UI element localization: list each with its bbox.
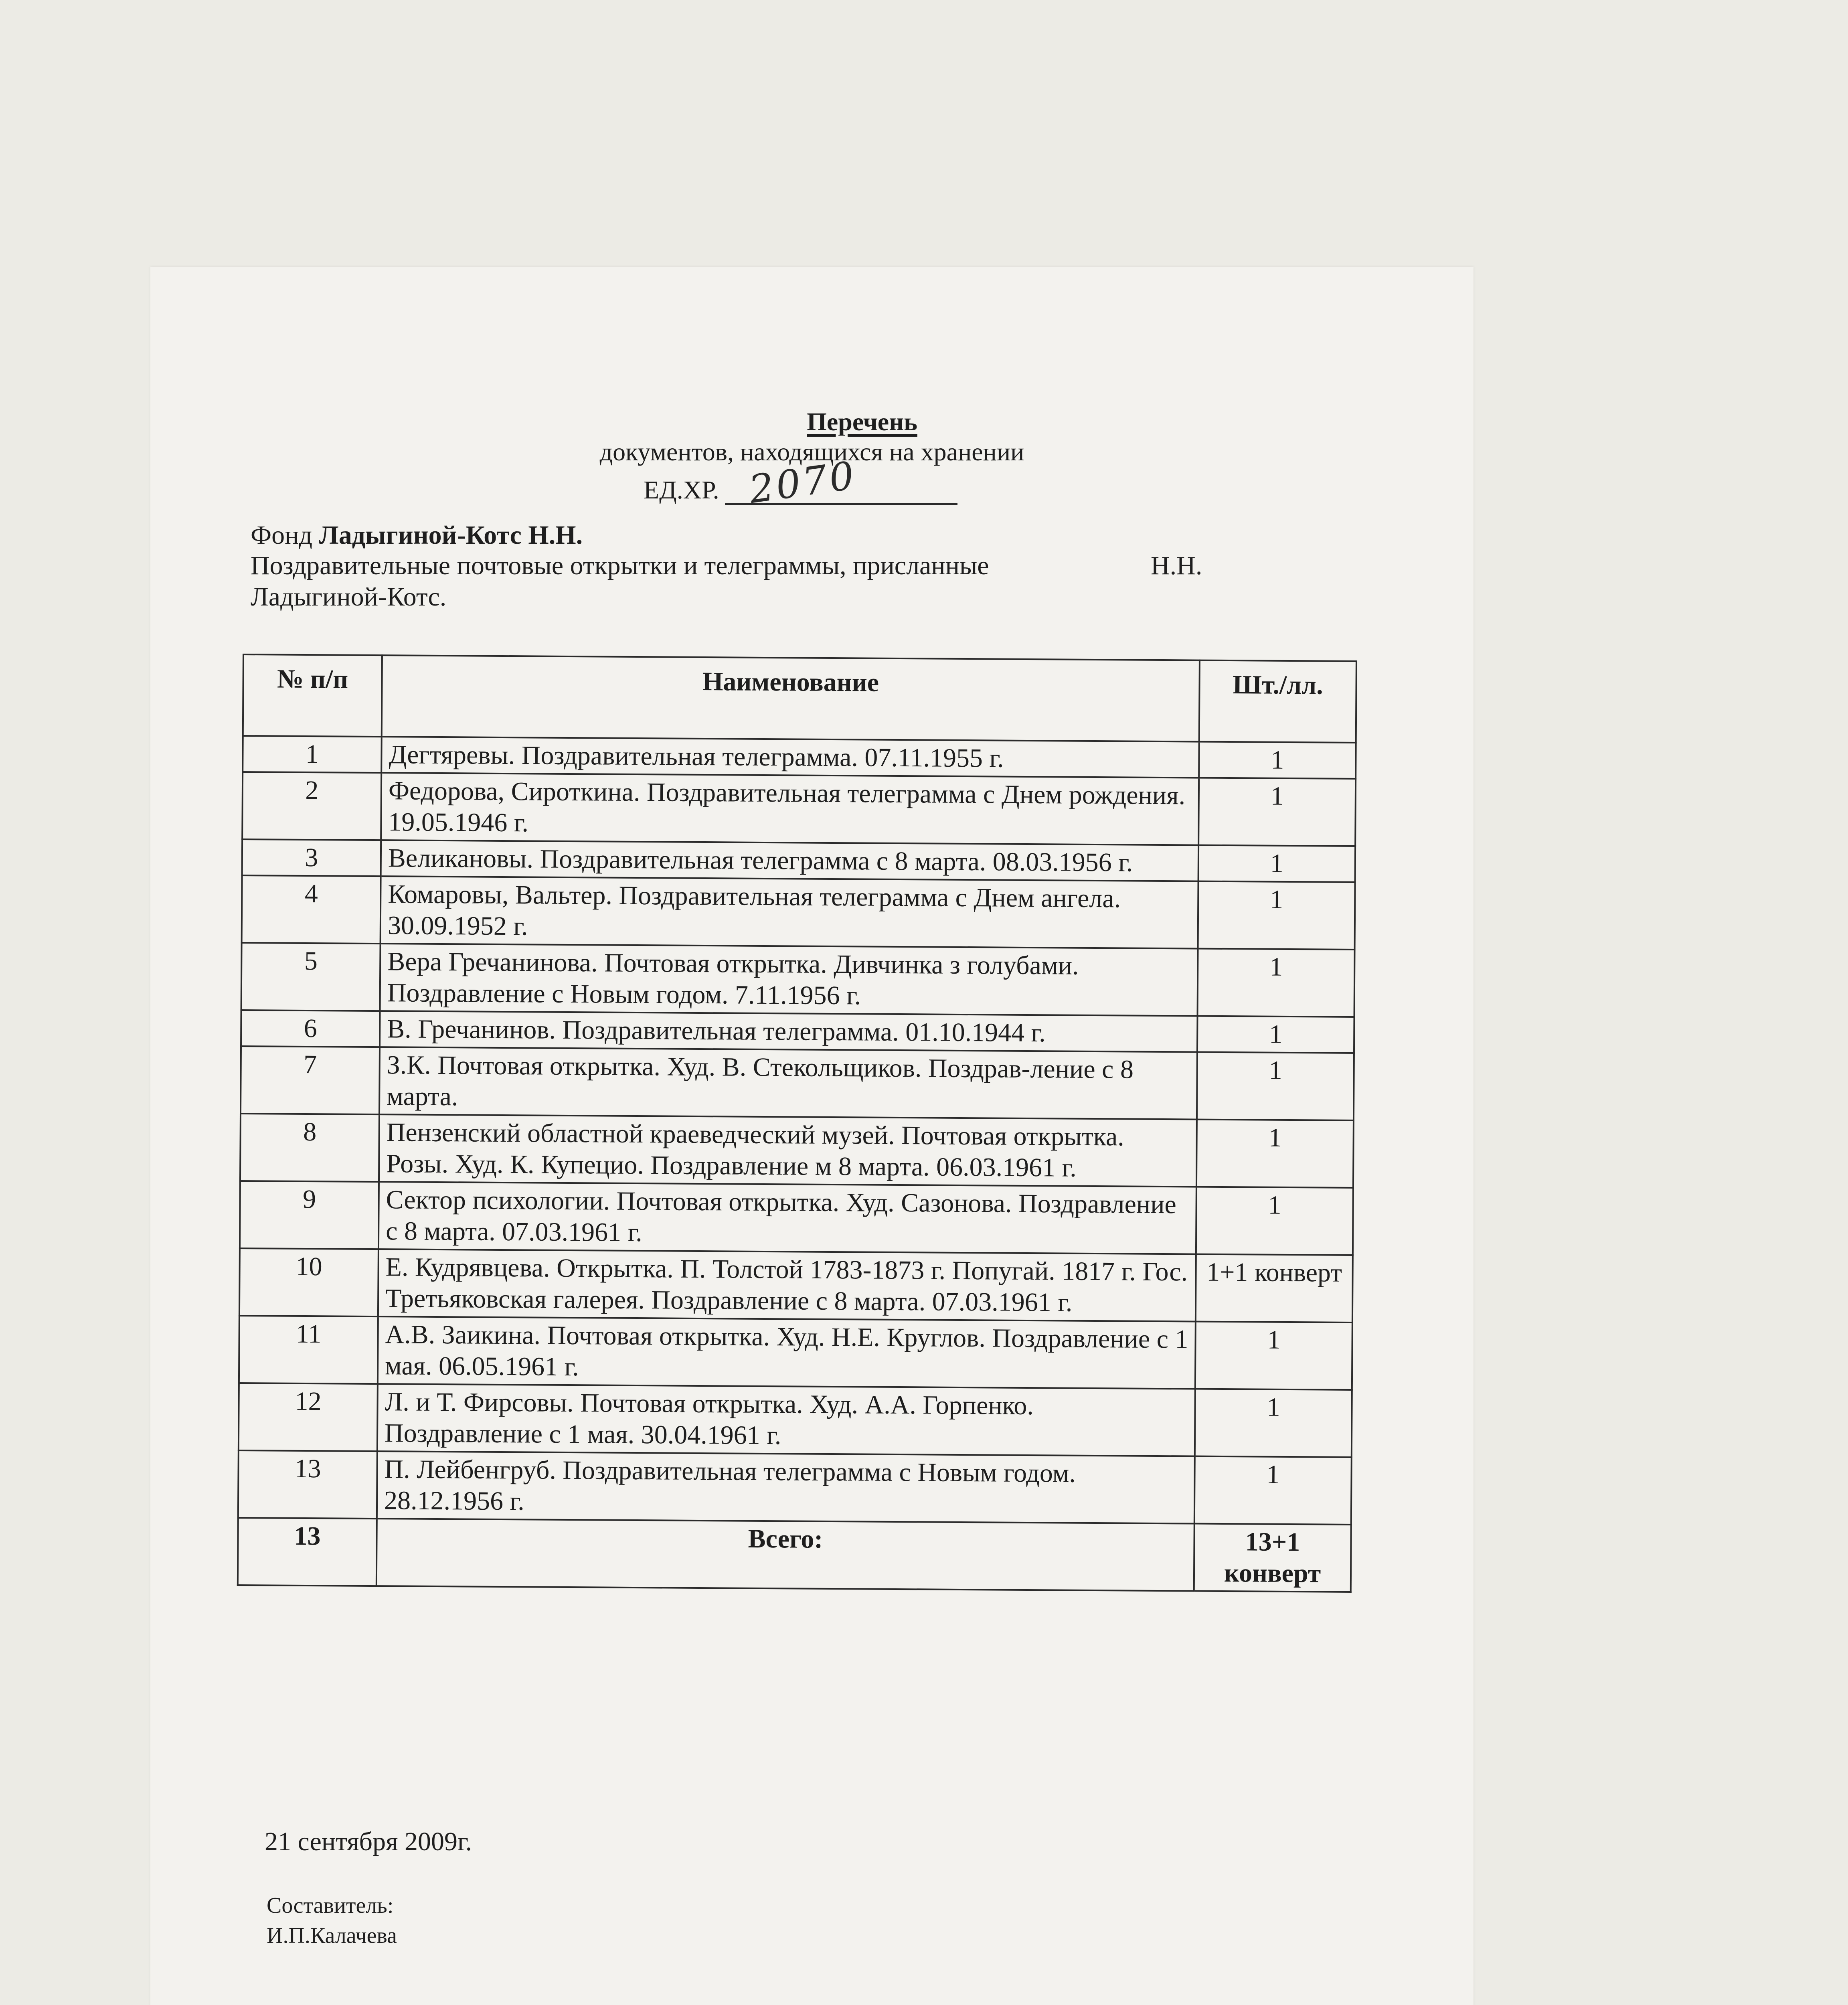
row-name: В. Гречанинов. Поздравительная телеграмма. 01.10.1944 г. <box>380 1011 1198 1052</box>
table-row <box>241 1046 1354 1120</box>
row-name: Л. и Т. Фирсовы. Почтовая открытка. Худ. А.А. Горпенко. Поздравление с 1 мая. 30.04.1961 г. <box>377 1384 1195 1456</box>
row-number: 8 <box>240 1114 379 1182</box>
row-name: Сектор психологии. Почтовая открытка. Худ. Сазонова. Поздравление с 8 марта. 07.03.1961 г. <box>379 1182 1196 1254</box>
row-number: 7 <box>241 1046 380 1114</box>
row-quantity: 1 <box>1198 881 1355 950</box>
row-quantity: 1+1 конверт <box>1196 1254 1353 1322</box>
row-quantity: 1 <box>1196 1120 1354 1188</box>
header-quantity: Шт./лл. <box>1199 660 1356 743</box>
fond-name: Ладыгиной-Котс Н.Н. <box>319 520 583 550</box>
total-count: 13 <box>238 1518 377 1586</box>
row-number: 6 <box>241 1010 380 1047</box>
table-row <box>240 1181 1353 1255</box>
table-row <box>239 1248 1353 1322</box>
total-label: Всего: <box>376 1519 1194 1591</box>
header-name: Наименование <box>382 655 1200 741</box>
row-quantity: 1 <box>1195 1389 1352 1457</box>
row-name: П. Лейбенгруб. Поздравительная телеграмма с Новым годом. 28.12.1956 г. <box>377 1451 1195 1523</box>
row-quantity: 1 <box>1195 1322 1352 1390</box>
table-row <box>240 1114 1354 1188</box>
row-number: 11 <box>239 1316 378 1384</box>
fond-prefix: Фонд <box>251 520 319 550</box>
row-number: 3 <box>242 839 381 876</box>
row-name: Вера Гречанинова. Почтовая открытка. Дивчинка з голубами. Поздравление с Новым годом. 7.11.1956 г. <box>380 944 1198 1016</box>
table-row <box>242 839 1355 882</box>
compiler-label: Составитель: <box>267 1893 394 1918</box>
row-quantity: 1 <box>1199 742 1356 779</box>
storage-unit-handwritten-number: 2070 <box>746 452 859 512</box>
table-row <box>238 1450 1352 1525</box>
row-name: Пензенский областной краеведческий музей. Почтовая открытка. Розы. Худ. К. Купецио. Поздравление м 8 марта. 06.03.1961 г. <box>379 1114 1197 1187</box>
compiler-name: И.П.Калачева <box>267 1923 397 1948</box>
inventory-table <box>237 654 1357 1593</box>
table-row <box>241 943 1355 1017</box>
row-quantity: 1 <box>1198 949 1355 1017</box>
table-row <box>242 772 1356 846</box>
row-number: 5 <box>241 943 381 1011</box>
row-name: А.В. Заикина. Почтовая открытка. Худ. Н.Е. Круглов. Поздравление с 1 мая. 06.05.1961 г. <box>378 1316 1196 1389</box>
row-name: Великановы. Поздравительная телеграмма с 8 марта. 08.03.1956 г. <box>381 840 1199 881</box>
table-row <box>239 1383 1352 1457</box>
row-number: 10 <box>239 1248 379 1316</box>
table-header-row <box>243 654 1356 743</box>
description-line-2: Ладыгиной-Котс. <box>251 582 447 612</box>
description-line-1-initials: Н.Н. <box>1151 551 1202 580</box>
row-number: 12 <box>239 1383 378 1451</box>
row-name: З.К. Почтовая открытка. Худ. В. Стекольщиков. Поздрав-ление с 8 марта. <box>379 1047 1197 1119</box>
description-line-1: Поздравительные почтовые открытки и телеграммы, присланные <box>251 551 989 580</box>
collection-description <box>251 550 1253 613</box>
row-number: 2 <box>242 772 381 840</box>
row-quantity: 1 <box>1198 845 1356 882</box>
row-quantity: 1 <box>1194 1456 1352 1525</box>
row-quantity: 1 <box>1197 1016 1354 1053</box>
row-quantity: 1 <box>1196 1187 1353 1255</box>
storage-unit-underline <box>725 452 957 512</box>
document-date: 21 сентября 2009г. <box>265 1827 472 1856</box>
row-number: 13 <box>238 1450 377 1519</box>
row-quantity: 1 <box>1197 1052 1354 1120</box>
total-quantity: 13+1 конверт <box>1194 1524 1351 1592</box>
row-number: 9 <box>240 1181 379 1249</box>
row-name: Федорова, Сироткина. Поздравительная телеграмма с Днем рождения. 19.05.1946 г. <box>381 773 1199 845</box>
table-row <box>243 736 1356 779</box>
storage-unit-field <box>644 452 957 512</box>
fond-line <box>251 520 583 551</box>
storage-unit-label: ЕД.ХР. <box>644 476 719 504</box>
row-name: Комаровы, Вальтер. Поздравительная телеграмма с Днем ангела. 30.09.1952 г. <box>381 876 1198 948</box>
table-row <box>239 1316 1352 1390</box>
row-number: 1 <box>243 736 382 773</box>
header-number: № п/п <box>243 654 382 737</box>
document-title: Перечень <box>807 407 917 436</box>
row-name: Дегтяревы. Поздравительная телеграмма. 07.11.1955 г. <box>381 737 1199 778</box>
row-number: 4 <box>242 875 381 944</box>
document-subtitle: документов, находящихся на хранении <box>599 437 1024 466</box>
table-row <box>241 1010 1354 1053</box>
row-name: Е. Кудрявцева. Открытка. П. Толстой 1783-1873 г. Попугай. 1817 г. Гос. Третьяковская галерея. Поздравление с 8 марта. 07.03.1961 г. <box>378 1249 1196 1321</box>
table-total-row <box>238 1518 1351 1592</box>
table-row <box>242 875 1355 950</box>
row-quantity: 1 <box>1198 778 1356 846</box>
